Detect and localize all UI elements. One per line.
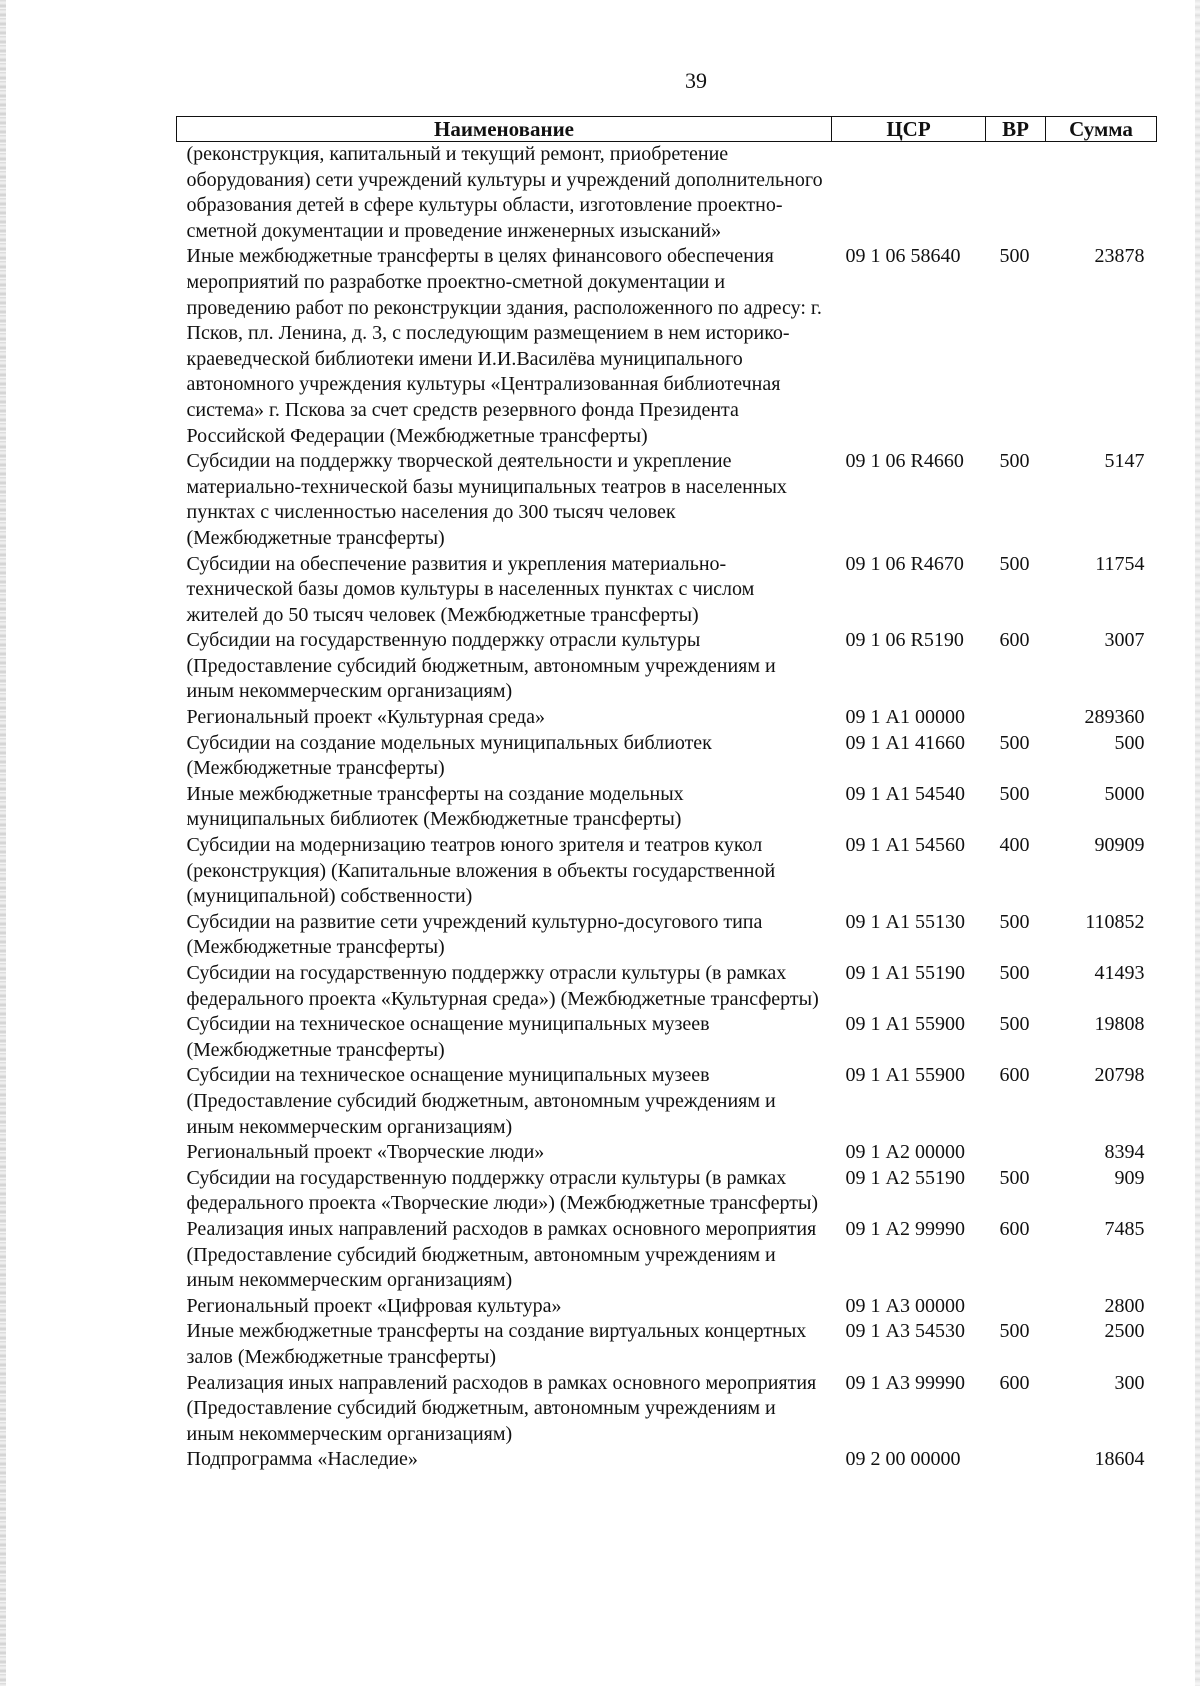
cell-name: Подпрограмма «Наследие» (186, 1448, 418, 1471)
cell-vr: 500 (999, 245, 1030, 268)
cell-csr (832, 142, 986, 245)
table-row (177, 705, 1157, 731)
cell-vr: 500 (999, 552, 1030, 575)
table-row (177, 1012, 1157, 1063)
budget-table (176, 116, 1157, 1473)
table-body (177, 142, 1157, 1473)
cell-vr (986, 1447, 1046, 1473)
cell-csr: 09 1 06 R4670 (845, 552, 964, 575)
cell-vr (986, 1294, 1046, 1320)
table-row (177, 1319, 1157, 1370)
table-row (177, 628, 1157, 705)
cell-vr: 500 (999, 910, 1030, 933)
cell-sum: 41493 (1094, 962, 1145, 984)
table-row (177, 1294, 1157, 1320)
table-row (177, 552, 1157, 629)
cell-csr: 09 1 А3 54530 (845, 1320, 965, 1343)
table-row (177, 910, 1157, 961)
cell-sum: 19808 (1094, 1013, 1145, 1036)
page-number: 39 (685, 68, 707, 93)
cell-name: Иные межбюджетные трансферты в целях финансового обеспечения мероприятий по разработке проектно-сметной документации и проведению работ по реконструкции здания, расположенного по адресу: г. Псков, пл. Ленина, д. 3, с последующим размещением в нем историко-краеведческой библиотеки имени И.И.Василёва муниципального автономного учреждения культуры «Централизованная библиотечная система» г. Пскова за счет средств резервного фонда Президента Российской Федерации (Межбюджетные трансферты) (186, 245, 822, 447)
cell-vr: 500 (999, 731, 1030, 754)
cell-sum: 2500 (1104, 1320, 1145, 1343)
cell-name: Иные межбюджетные трансферты на создание модельных муниципальных библиотек (Межбюджетные трансферты) (186, 782, 684, 831)
cell-sum: 18604 (1094, 1448, 1145, 1471)
cell-sum: 2800 (1104, 1294, 1145, 1317)
cell-sum: 8394 (1104, 1141, 1145, 1164)
cell-name: Субсидии на модернизацию театров юного зрителя и театров кукол (реконструкция) (Капитальные вложения в объекты государственной (муниципальной) собственности) (186, 834, 776, 908)
cell-sum: 20798 (1094, 1064, 1145, 1087)
cell-name: Субсидии на государственную поддержку отрасли культуры (Предоставление субсидий бюджетным, автономным учреждениям и иным некоммерческим организациям) (186, 629, 776, 703)
cell-vr: 500 (999, 1166, 1030, 1189)
cell-vr: 600 (999, 1371, 1030, 1394)
cell-csr: 09 1 А2 55190 (845, 1166, 965, 1189)
cell-sum: 11754 (1095, 552, 1145, 575)
cell-name: Реализация иных направлений расходов в рамках основного мероприятия (Предоставление субсидий бюджетным, автономным учреждениям и иным некоммерческим организациям) (186, 1217, 817, 1292)
cell-name: Субсидии на обеспечение развития и укрепления материально-технической базы домов культуры в населенных пунктах с числом жителей до 50 тысяч человек (Межбюджетные трансферты) (186, 552, 755, 626)
cell-csr: 09 1 А1 41660 (845, 731, 965, 754)
cell-sum: 909 (1114, 1166, 1145, 1189)
cell-vr: 500 (999, 782, 1030, 805)
cell-csr: 09 1 А2 00000 (845, 1141, 965, 1164)
cell-csr: 09 1 А1 55130 (845, 910, 965, 933)
table-row (177, 731, 1157, 782)
cell-csr: 09 1 А1 54540 (845, 782, 965, 805)
cell-vr: 500 (999, 1320, 1030, 1343)
cell-vr: 500 (999, 962, 1030, 984)
column-header-name: Наименование (177, 117, 832, 142)
table-row (177, 449, 1157, 551)
cell-sum: 5147 (1104, 450, 1145, 473)
cell-sum: 3007 (1104, 629, 1145, 652)
table-row (177, 1371, 1157, 1448)
cell-sum: 23878 (1094, 245, 1145, 268)
cell-name: Субсидии на техническое оснащение муниципальных музеев (Предоставление субсидий бюджетным, автономным учреждениям и иным некоммерческим организациям) (186, 1064, 776, 1138)
table-header (177, 117, 1157, 142)
cell-name: Региональный проект «Цифровая культура» (186, 1294, 562, 1317)
cell-csr: 09 1 А1 55190 (845, 962, 965, 984)
cell-vr (986, 142, 1046, 245)
scan-edge-right (1195, 0, 1200, 1686)
table-row (177, 961, 1157, 1012)
table-row (177, 1447, 1157, 1473)
table-row (177, 1217, 1157, 1294)
cell-vr: 400 (999, 834, 1030, 857)
cell-vr (986, 1140, 1046, 1166)
budget-table-container (176, 116, 1156, 1473)
column-header-vr: ВР (986, 117, 1046, 142)
cell-name: Реализация иных направлений расходов в рамках основного мероприятия (Предоставление субсидий бюджетным, автономным учреждениям и иным некоммерческим организациям) (186, 1371, 817, 1445)
table-row (177, 782, 1157, 833)
cell-name: Субсидии на создание модельных муниципальных библиотек (Межбюджетные трансферты) (186, 731, 712, 780)
cell-csr: 09 1 А3 00000 (845, 1294, 965, 1317)
cell-csr: 09 1 А1 54560 (845, 834, 965, 857)
cell-name: Региональный проект «Творческие люди» (186, 1141, 545, 1164)
cell-name: Субсидии на поддержку творческой деятельности и укрепление материально-технической базы муниципальных театров в населенных пунктах с численностью населения до 300 тысяч человек (Межбюджетные трансферты) (186, 450, 787, 549)
cell-csr: 09 1 А1 00000 (845, 706, 965, 729)
cell-csr: 09 1 06 R5190 (845, 629, 964, 652)
cell-sum: 90909 (1094, 834, 1145, 857)
cell-csr: 09 1 А1 55900 (845, 1064, 965, 1087)
table-row (177, 833, 1157, 910)
cell-csr: 09 1 А1 55900 (845, 1013, 965, 1036)
cell-vr: 500 (999, 450, 1030, 473)
column-header-sum: Сумма (1046, 117, 1157, 142)
cell-name: Субсидии на государственную поддержку отрасли культуры (в рамках федерального проекта «Культурная среда») (Межбюджетные трансферты) (186, 962, 819, 1010)
cell-name: Иные межбюджетные трансферты на создание виртуальных концертных залов (Межбюджетные трансферты) (186, 1320, 807, 1368)
table-row (177, 1140, 1157, 1166)
cell-sum: 500 (1114, 731, 1145, 754)
cell-name: Региональный проект «Культурная среда» (186, 706, 545, 729)
cell-vr: 600 (999, 629, 1030, 652)
cell-csr: 09 1 06 R4660 (845, 450, 964, 473)
cell-name: Субсидии на развитие сети учреждений культурно-досугового типа (Межбюджетные трансферты) (186, 910, 763, 959)
cell-sum: 7485 (1104, 1217, 1145, 1240)
cell-sum: 289360 (1084, 706, 1145, 729)
cell-vr (986, 705, 1046, 731)
table-row (177, 1166, 1157, 1217)
cell-name: (реконструкция, капитальный и текущий ремонт, приобретение оборудования) сети учреждений культуры и учреждений дополнительного образования детей в сфере культуры области, изготовление проектно-сметной документации и проведение инженерных изысканий» (186, 143, 823, 242)
table-row (177, 244, 1157, 449)
cell-sum: 5000 (1104, 782, 1145, 805)
cell-vr: 500 (999, 1013, 1030, 1036)
cell-csr: 09 1 А2 99990 (845, 1217, 965, 1240)
cell-csr: 09 2 00 00000 (845, 1448, 961, 1471)
scan-edge-left (0, 0, 6, 1686)
table-row (177, 1063, 1157, 1140)
cell-csr: 09 1 06 58640 (845, 245, 961, 268)
cell-name: Субсидии на техническое оснащение муниципальных музеев (Межбюджетные трансферты) (186, 1013, 710, 1061)
cell-sum: 300 (1114, 1371, 1145, 1394)
cell-name: Субсидии на государственную поддержку отрасли культуры (в рамках федерального проекта «Творческие люди») (Межбюджетные трансферты) (186, 1166, 819, 1215)
cell-sum: 110852 (1085, 910, 1145, 933)
cell-sum (1046, 142, 1157, 245)
table-row (177, 142, 1157, 245)
cell-vr: 600 (999, 1217, 1030, 1240)
cell-csr: 09 1 А3 99990 (845, 1371, 965, 1394)
column-header-csr: ЦСР (832, 117, 986, 142)
cell-vr: 600 (999, 1064, 1030, 1087)
